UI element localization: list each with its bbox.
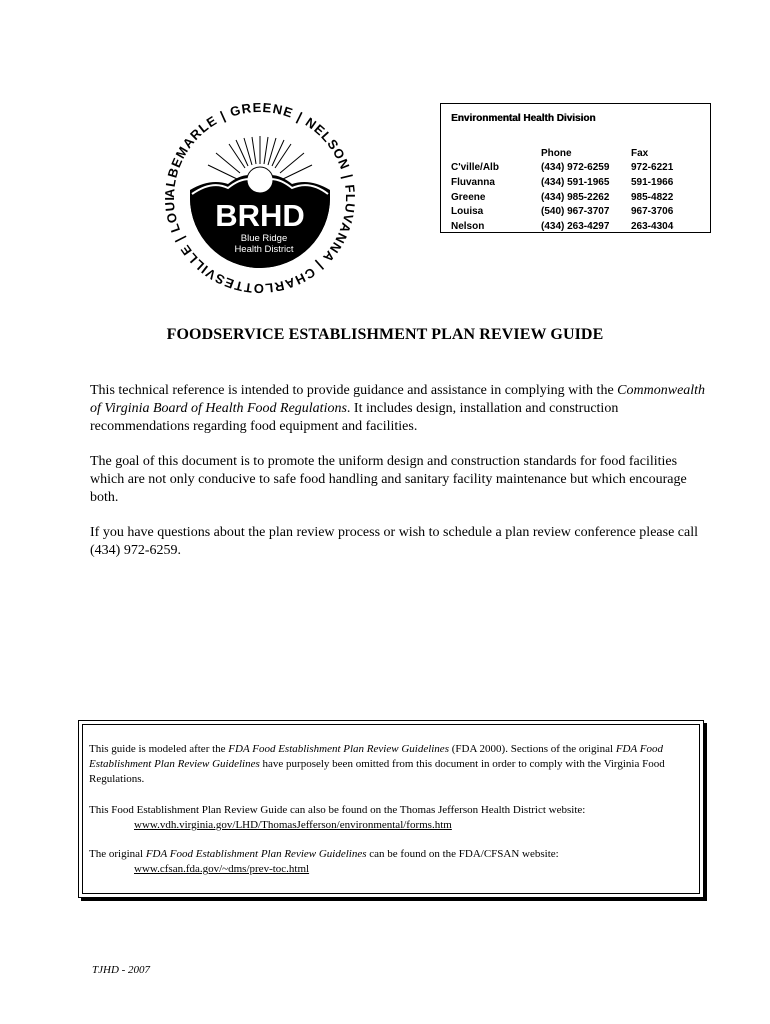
notice-source-paragraph: This guide is modeled after the FDA Food Establishment Plan Review Guidelines (FDA 2000). Sections of the original FDA Food Establishment Plan Review Guidelines have purposely been omitted from this document in order to comply with the Virginia Food Regulations. <box>89 743 665 785</box>
regulations-title: Commonwealth of Virginia Board of Health Food Regulations <box>90 383 706 416</box>
contact-row <box>451 175 673 190</box>
brhd-logo <box>160 100 360 296</box>
phone-number: (434) 972-6259 <box>541 162 610 174</box>
notice-fda-paragraph: The original FDA Food Establishment Plan Review Guidelines can be found on the FDA/CFSAN website: www.cfsan.fda.gov/~dms/prev-toc.html <box>89 847 689 877</box>
contact-row <box>451 161 673 176</box>
fax-number: 263-4304 <box>631 220 674 232</box>
notice-box <box>78 720 704 898</box>
phone-number: (434) 591-1965 <box>541 176 610 188</box>
tjhd-website-link[interactable]: www.vdh.virginia.gov/LHD/ThomasJefferson/environmental/forms.htm <box>134 819 452 831</box>
contact-heading: Environmental Health Division <box>451 113 596 124</box>
fda-website-link[interactable]: www.cfsan.fda.gov/~dms/prev-toc.html <box>134 863 310 875</box>
contact-row <box>451 204 673 219</box>
contact-paragraph: If you have questions about the plan review process or wish to schedule a plan review conference please call (434) 972-6259. <box>90 525 698 558</box>
county-name: Greene <box>451 191 486 203</box>
contact-row <box>451 190 673 205</box>
logo-name-line1: Blue Ridge <box>240 233 288 244</box>
fax-number: 967-3706 <box>631 206 674 218</box>
county-name: Fluvanna <box>451 176 495 188</box>
brhd-seal-icon <box>160 100 360 296</box>
notice-tjhd-paragraph: This Food Establishment Plan Review Guide can also be found on the Thomas Jefferson Health District website: www.vdh.virginia.gov/LHD/ThomasJefferson/environmental/forms.htm <box>89 803 689 833</box>
fax-number: 985-4822 <box>631 191 674 203</box>
contact-info-box <box>440 103 711 233</box>
goal-paragraph: The goal of this document is to promote the uniform design and construction standards for food facilities which are not only conducive to safe food handling and sanitary facility maintenance but which encourage both. <box>90 454 687 505</box>
logo-abbr: BRHD <box>215 198 305 233</box>
county-name: Nelson <box>451 220 485 232</box>
fax-number: 591-1966 <box>631 176 674 188</box>
phone-number: (434) 263-4297 <box>541 220 610 232</box>
county-name: Louisa <box>451 206 484 218</box>
document-title: FOODSERVICE ESTABLISHMENT PLAN REVIEW GUIDE <box>166 326 604 343</box>
county-name: C'ville/Alb <box>451 162 499 174</box>
contact-row <box>451 219 673 234</box>
phone-number: (540) 967-3707 <box>541 206 610 218</box>
fax-number: 972-6221 <box>631 162 674 174</box>
intro-paragraph: This technical reference is intended to provide guidance and assistance in complying with the Commonwealth of Virginia Board of Health Food Regulations. It includes design, installation and construction recommendations regarding food equipment and facilities. <box>90 383 706 434</box>
phone-column-header: Phone <box>541 147 572 159</box>
footer-text: TJHD - 2007 <box>92 964 151 976</box>
logo-ring-text: ALBEMARLE | GREENE | NELSON | FLUVANNA | CHARLOTTESVILLE | LOUI <box>161 100 359 296</box>
logo-name-line2: Health District <box>234 244 294 255</box>
contact-table <box>451 146 673 234</box>
contact-header-row <box>451 146 673 161</box>
phone-number: (434) 985-2262 <box>541 191 610 203</box>
fax-column-header: Fax <box>631 147 649 159</box>
